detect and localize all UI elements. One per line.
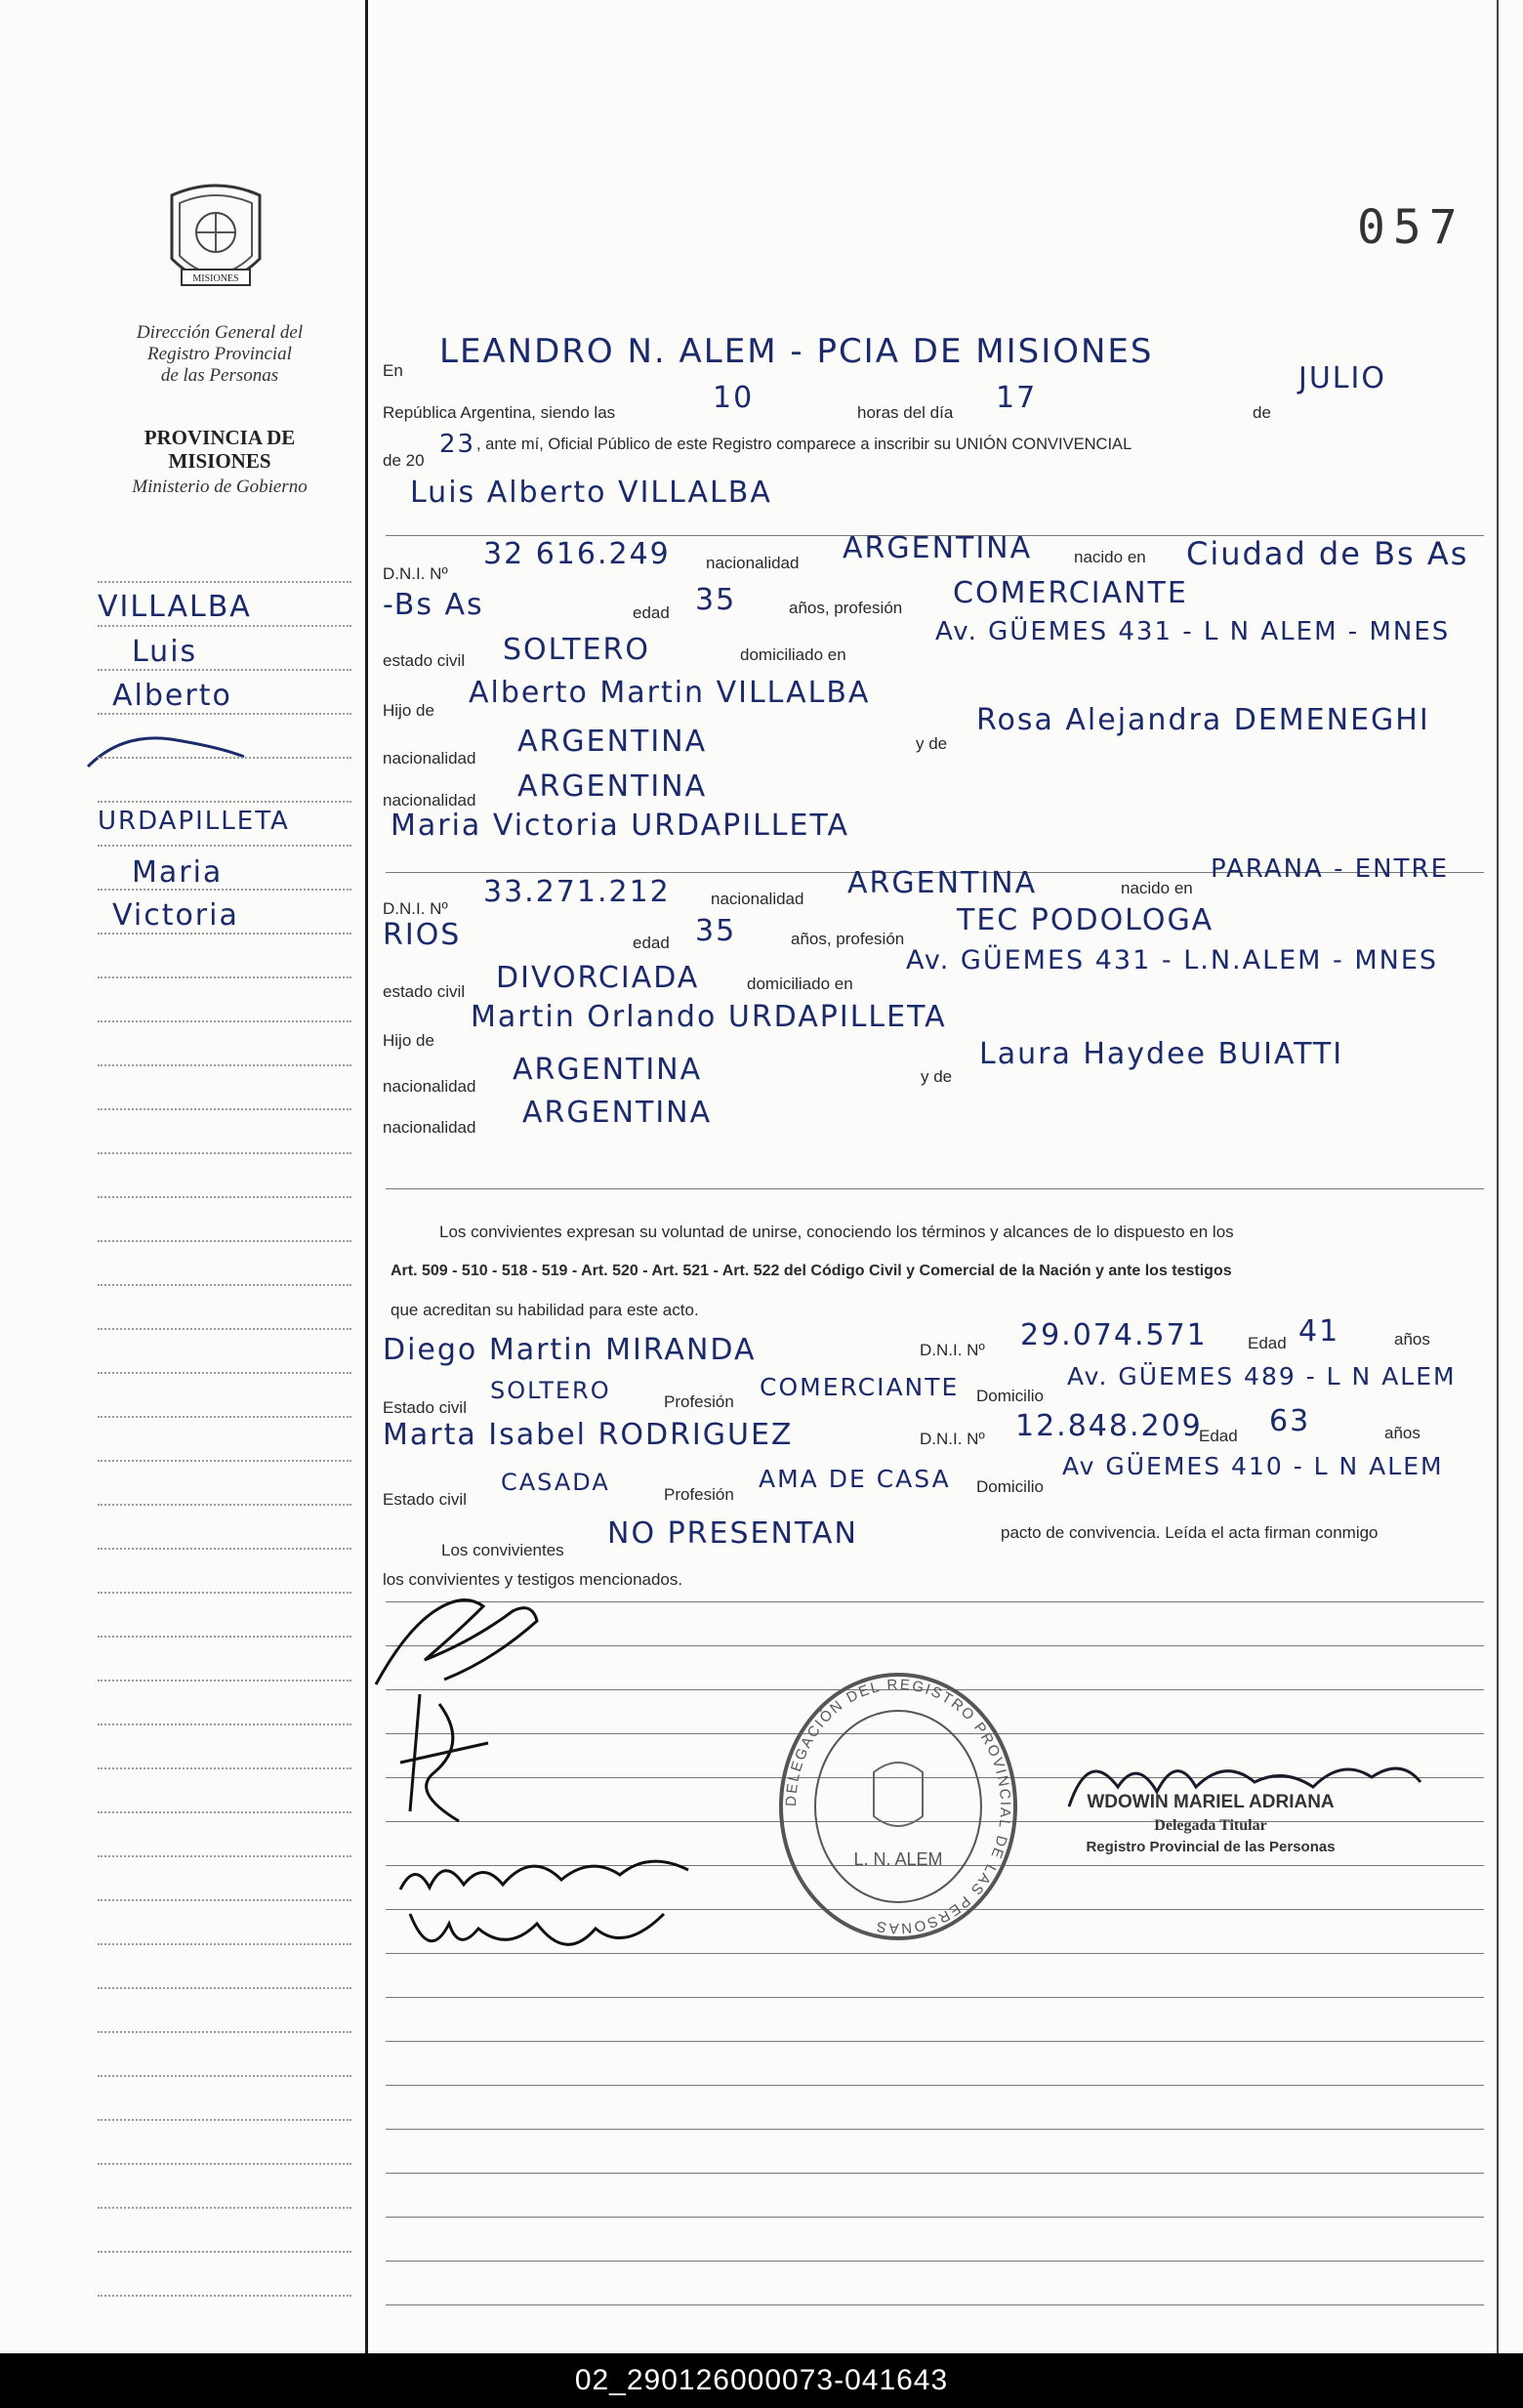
witness2-profession: AMA DE CASA: [759, 1465, 951, 1493]
person1-born: Ciudad de Bs As: [1186, 535, 1469, 572]
person2-profession: TEC PODOLOGA: [957, 903, 1214, 937]
ruled-line: [386, 2041, 1484, 2042]
officer-name: WDOWIN MARIEL ADRIANA: [1087, 1792, 1335, 1812]
person2-mother-nat: ARGENTINA: [522, 1096, 713, 1130]
person2-mother-nat-label: nacionalidad: [383, 1118, 476, 1137]
person1-son-label: Hijo de: [383, 701, 434, 720]
day-value: 17: [996, 381, 1038, 415]
person2-born-cont: RIOS: [383, 918, 462, 952]
ruled-line: [386, 1997, 1484, 1998]
person2-civil-label: estado civil: [383, 982, 466, 1001]
margin-line: [98, 625, 351, 627]
margin-line: [98, 933, 351, 934]
person2-nationality-label: nacionalidad: [711, 890, 804, 908]
person1-dni: 32 616.249: [483, 537, 671, 571]
margin-line: [98, 1240, 351, 1242]
margin-line: [98, 2075, 351, 2077]
margin-line: [98, 1899, 351, 1901]
margin-line: [98, 2031, 351, 2033]
witness2-years-label: años: [1384, 1424, 1420, 1442]
margin-line: [98, 1020, 351, 1022]
witness2-age: 63: [1269, 1404, 1311, 1438]
person1-mother-nat-label: nacionalidad: [383, 791, 476, 810]
witness1-civil: SOLTERO: [490, 1377, 611, 1404]
margin-line: [98, 1108, 351, 1110]
margin-line: [98, 1987, 351, 1989]
left-margin-rule: [365, 0, 368, 2353]
margin-line: [98, 845, 351, 847]
year-prefix: de 20: [383, 451, 425, 470]
witness2-domicile: Av GÜEMES 410 - L N ALEM: [1062, 1452, 1444, 1480]
ruled-line: [386, 2173, 1484, 2174]
place-value: LEANDRO N. ALEM - PCIA DE MISIONES: [439, 332, 1154, 371]
agency-line: de las Personas: [160, 365, 279, 386]
person1-nationality: ARGENTINA: [843, 531, 1033, 565]
person2-father-nat: ARGENTINA: [513, 1053, 703, 1087]
pact-rest-2: los convivientes y testigos mencionados.: [383, 1570, 683, 1589]
ruled-line: [386, 2304, 1484, 2305]
witness1-name: Diego Martin MIRANDA: [383, 1333, 757, 1367]
officer-title: Delegada Titular: [1154, 1817, 1267, 1834]
pact-value: NO PRESENTAN: [607, 1516, 858, 1551]
pact-label: Los convivientes: [441, 1541, 564, 1559]
person1-name: Luis Alberto VILLALBA: [410, 476, 772, 510]
margin-line: [98, 1460, 351, 1462]
ruled-line: [386, 2261, 1484, 2262]
agency-name: [98, 322, 342, 387]
margin-line: [98, 1680, 351, 1681]
witness1-age: 41: [1298, 1314, 1340, 1349]
margin-line: [98, 2207, 351, 2209]
margin-line: [98, 2163, 351, 2165]
person2-age: 35: [695, 914, 737, 948]
margin-middlename-1: Alberto: [112, 679, 232, 713]
witness2-civil-label: Estado civil: [383, 1490, 467, 1509]
person2-civil: DIVORCIADA: [496, 961, 700, 995]
margin-line: [98, 1196, 351, 1198]
person1-domicile: Av. GÜEMES 431 - L N ALEM - MNES: [935, 617, 1451, 646]
signature-1-icon: [366, 1572, 552, 1699]
person2-mother: Laura Haydee BUIATTI: [979, 1037, 1344, 1071]
person2-domicile: Av. GÜEMES 431 - L.N.ALEM - MNES: [906, 945, 1439, 976]
ministry-name: Ministerio de Gobierno: [132, 477, 308, 497]
person1-born-cont: -Bs As: [383, 588, 484, 622]
person2-father: Martin Orlando URDAPILLETA: [471, 1000, 947, 1034]
margin-line: [98, 1504, 351, 1506]
svg-text:L. N. ALEM: L. N. ALEM: [853, 1849, 943, 1869]
margin-line: [98, 581, 351, 583]
margin-line: [98, 976, 351, 978]
signature-4-icon: [400, 1894, 674, 1972]
margin-line: [98, 713, 351, 715]
hour-value: 10: [713, 381, 755, 415]
hours-label: horas del día: [857, 403, 954, 422]
section-divider: [386, 1188, 1484, 1189]
de-label: de: [1253, 403, 1271, 422]
person2-and-label: y de: [921, 1067, 953, 1086]
intro-text: , ante mí, Oficial Público de este Registro comparece a inscribir su UNIÓN CONVIVENCIAL: [476, 436, 1132, 453]
person1-and-label: y de: [916, 734, 948, 753]
person1-mother-nat: ARGENTINA: [517, 769, 708, 804]
person2-son-label: Hijo de: [383, 1031, 434, 1050]
margin-line: [98, 1636, 351, 1638]
margin-line: [98, 1811, 351, 1813]
en-label: En: [383, 361, 403, 380]
witness2-dom-label: Domicilio: [976, 1477, 1044, 1496]
margin-line: [98, 1548, 351, 1550]
margin-signature-icon: [83, 727, 249, 776]
person1-profession: COMERCIANTE: [953, 576, 1188, 610]
margin-line: [98, 801, 351, 803]
person2-years-label: años, profesión: [791, 930, 905, 948]
margin-line: [98, 1855, 351, 1857]
margin-line: [98, 1592, 351, 1594]
person1-domicile-label: domiciliado en: [740, 645, 846, 664]
province-name: [98, 426, 342, 473]
folio-number: 057: [1357, 200, 1465, 255]
margin-firstname-1: Luis: [132, 635, 198, 669]
declaration-line-1: Los convivientes expresan su voluntad de unirse, conociendo los términos y alcances de lo dispuesto en los: [439, 1223, 1234, 1241]
margin-line: [98, 2295, 351, 2297]
ruled-line: [386, 2085, 1484, 2086]
witness1-dom-label: Domicilio: [976, 1387, 1044, 1405]
person1-father: Alberto Martin VILLALBA: [469, 676, 871, 710]
person1-civil: SOLTERO: [503, 633, 650, 667]
province-seal-icon: [162, 176, 269, 303]
margin-line: [98, 1767, 351, 1769]
person2-dni: 33.271.212: [483, 875, 671, 909]
province-line: PROVINCIA DE: [144, 426, 296, 449]
ruled-line: [386, 2217, 1484, 2218]
right-edge-rule: [1497, 0, 1499, 2353]
agency-line: Dirección General del: [136, 322, 304, 343]
witness1-dni-label: D.N.I. Nº: [920, 1341, 985, 1359]
witness2-name: Marta Isabel RODRIGUEZ: [383, 1418, 794, 1452]
ruled-line: [386, 2129, 1484, 2130]
person1-years-label: años, profesión: [789, 599, 903, 617]
person1-born-label: nacido en: [1074, 548, 1146, 566]
person2-age-label: edad: [633, 934, 670, 952]
signature-2-icon: [381, 1684, 517, 1831]
margin-middlename-2: Victoria: [112, 898, 239, 933]
witness2-age-label: Edad: [1199, 1427, 1238, 1445]
scan-id-footer: 02_290126000073-041643: [0, 2353, 1523, 2408]
witness1-prof-label: Profesión: [664, 1392, 734, 1411]
person2-nationality: ARGENTINA: [847, 866, 1038, 900]
witness1-domicile: Av. GÜEMES 489 - L N ALEM: [1067, 1362, 1457, 1391]
officer-office: Registro Provincial de las Personas: [1086, 1839, 1336, 1855]
person1-age-label: edad: [633, 603, 670, 622]
witness1-years-label: años: [1394, 1330, 1430, 1349]
sidebar: [0, 0, 361, 2353]
witness1-age-label: Edad: [1248, 1334, 1287, 1352]
svg-text:DELEGACIÓN DEL REGISTRO PROVIN: DELEGACIÓN DEL REGISTRO PROVINCIAL DE LAS PERSONAS: [782, 1676, 1014, 1937]
margin-line: [98, 2119, 351, 2121]
svg-text:MISIONES: MISIONES: [192, 273, 239, 284]
person1-dni-label: D.N.I. Nº: [383, 564, 448, 583]
year-suffix: 23: [439, 430, 476, 459]
margin-line: [98, 669, 351, 671]
pact-rest: pacto de convivencia. Leída el acta firman conmigo: [1001, 1523, 1379, 1542]
witness2-prof-label: Profesión: [664, 1485, 734, 1504]
person1-mother: Rosa Alejandra DEMENEGHI: [976, 703, 1430, 737]
person2-born-label: nacido en: [1121, 879, 1193, 897]
margin-line: [98, 1284, 351, 1286]
person1-age: 35: [695, 583, 737, 617]
officer-block: [1050, 1792, 1372, 1855]
margin-surname-1: VILLALBA: [98, 590, 252, 624]
witness1-profession: COMERCIANTE: [760, 1373, 960, 1401]
margin-line: [98, 1328, 351, 1330]
margin-line: [98, 1723, 351, 1725]
person1-father-nat-label: nacionalidad: [383, 749, 476, 768]
person1-civil-label: estado civil: [383, 651, 466, 670]
declaration-line-2: Art. 509 - 510 - 518 - 519 - Art. 520 - Art. 521 - Art. 522 del Código Civil y Comercial de la Nación y ante los testigos: [391, 1263, 1232, 1279]
person1-nationality-label: nacionalidad: [706, 554, 800, 572]
official-stamp-icon: [776, 1670, 1020, 1943]
witness2-civil: CASADA: [501, 1469, 610, 1496]
declaration-line-3: que acreditan su habilidad para este acto.: [391, 1301, 699, 1319]
witness2-dni-label: D.N.I. Nº: [920, 1430, 985, 1448]
margin-line: [98, 757, 351, 759]
margin-surname-2: URDAPILLETA: [98, 807, 290, 836]
agency-line: Registro Provincial: [147, 344, 292, 364]
month-value: JULIO: [1298, 361, 1386, 395]
person2-born: PARANA - ENTRE: [1211, 854, 1449, 884]
margin-line: [98, 1064, 351, 1066]
declaration: [391, 1213, 1484, 1330]
person2-name: Maria Victoria URDAPILLETA: [391, 809, 849, 843]
margin-line: [98, 1943, 351, 1945]
margin-line: [98, 1416, 351, 1418]
witness1-dni: 29.074.571: [1020, 1318, 1208, 1352]
margin-line: [98, 2251, 351, 2253]
republic-label: República Argentina, siendo las: [383, 403, 616, 422]
person1-father-nat: ARGENTINA: [517, 725, 708, 759]
person2-dni-label: D.N.I. Nº: [383, 899, 448, 918]
person2-father-nat-label: nacionalidad: [383, 1077, 476, 1096]
witness1-civil-label: Estado civil: [383, 1398, 467, 1417]
margin-line: [98, 1372, 351, 1374]
margin-line: [98, 1152, 351, 1154]
margin-line: [98, 889, 351, 891]
witness2-dni: 12.848.209: [1015, 1409, 1203, 1443]
person2-domicile-label: domiciliado en: [747, 975, 853, 993]
margin-firstname-2: Maria: [132, 855, 224, 890]
province-line: MISIONES: [168, 449, 271, 473]
